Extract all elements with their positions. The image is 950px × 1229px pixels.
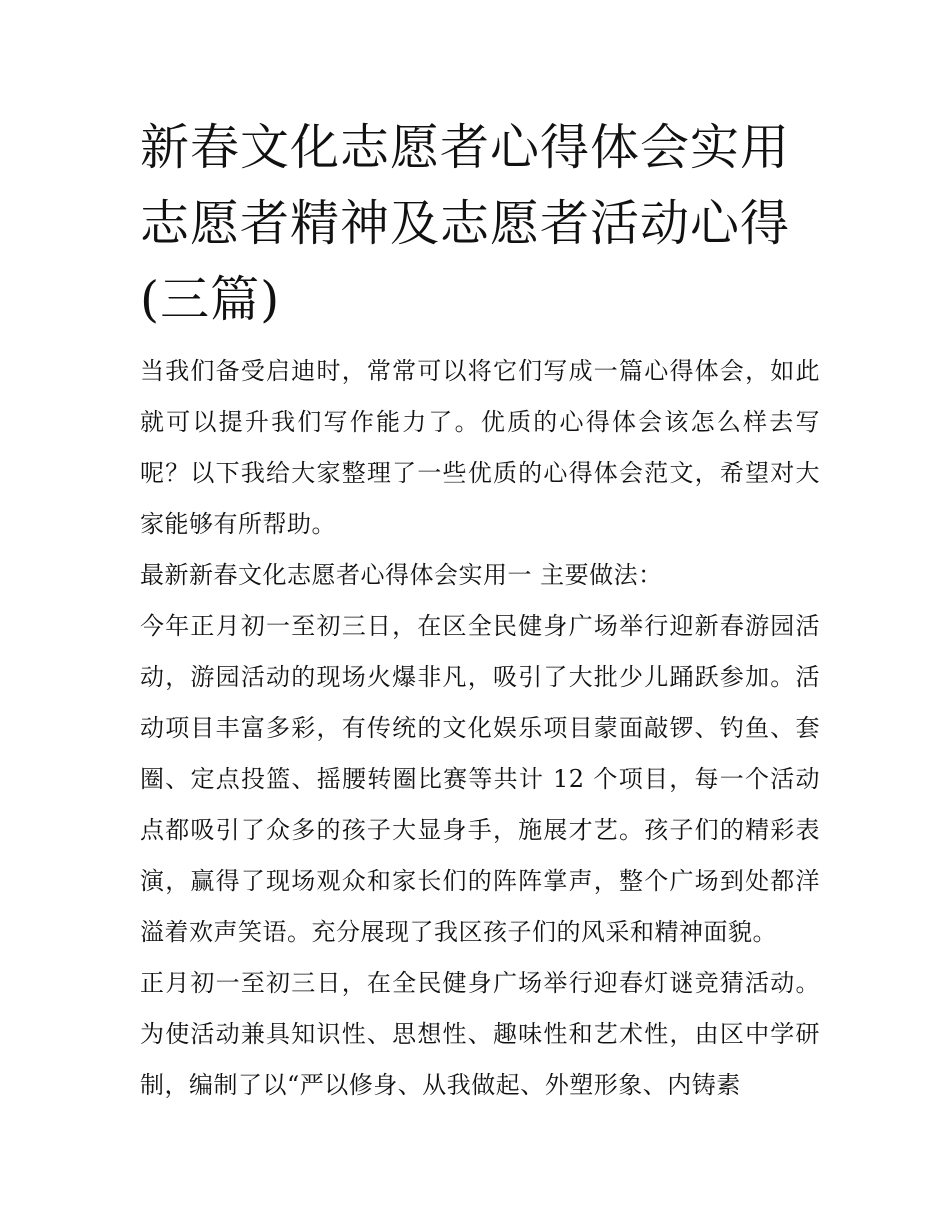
body-paragraph: 今年正月初一至初三日，在区全民健身广场举行迎新春游园活动，游园活动的现场火爆非凡，吸引了大批少儿踊跃参加。活动项目丰富多彩，有传统的文化娱乐项目蒙面敲锣、钓鱼、套圈、定点投篮、摇腰转圈比赛等共计 12 个项目，每一个活动点都吸引了众多的孩子大显身手，施展才艺。孩子们的精彩表演，赢得了现场观众和家长们的阵阵掌声，整个广场到处都洋溢着欢声笑语。充分展现了我区孩子们的风采和精神面貌。 (140, 612, 820, 946)
intro-paragraph: 当我们备受启迪时，常常可以将它们写成一篇心得体会，如此就可以提升我们写作能力了。优质的心得体会该怎么样去写呢？以下我给大家整理了一些优质的心得体会范文，希望对大家能够有所帮助。 (140, 357, 820, 538)
body-paragraph: 正月初一至初三日，在全民健身广场举行迎春灯谜竞猜活动。为使活动兼具知识性、思想性、趣味性和艺术性，由区中学研制，编制了以“严以修身、从我做起、外塑形象、内铸素 (140, 969, 820, 1099)
section-heading: 最新新春文化志愿者心得体会实用一 主要做法： (140, 561, 663, 589)
title-line-1: 新春文化志愿者心得体会实用 (140, 119, 791, 176)
title-line-2: 志愿者精神及志愿者活动心得 (140, 195, 791, 252)
document-title (140, 110, 820, 338)
document-body (140, 110, 820, 1111)
title-line-3: (三篇) (140, 271, 281, 328)
